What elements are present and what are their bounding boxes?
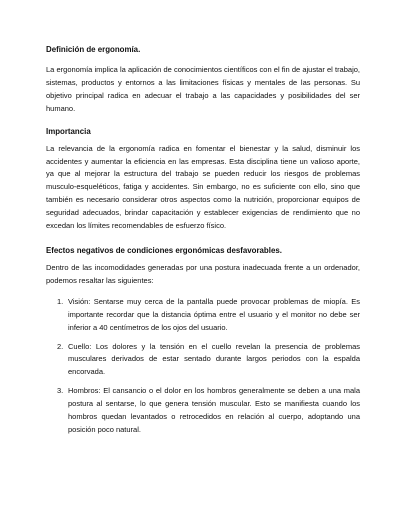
effects-list	[46, 296, 360, 437]
document-page	[46, 44, 360, 443]
section-heading-negative-effects: Efectos negativos de condiciones ergonómicas desfavorables.	[46, 245, 282, 255]
list-item	[46, 296, 360, 335]
list-item-number: 3.	[57, 386, 64, 396]
list-item-number: 1.	[57, 296, 64, 306]
list-item-text: Hombros: El cansancio o el dolor en los hombros generalmente se deben a una mala postura al sentarse, lo que genera tensión muscular. Esto se manifiesta cuando los hombros quedan levantados o retrocedidos en relación al cuerpo, adoptando una posición poco natural.	[68, 386, 360, 434]
paragraph-importance: La relevancia de la ergonomía radica en fomentar el bienestar y la salud, disminuir los accidentes y aumentar la eficiencia en las empresas. Esta disciplina tiene un valioso aporte, ya que al mejorar la estructura del trabajo se pueden reducir los riesgos de problemas musculo-esqueléticos, fatiga y accidentes. Sin embargo, no es suficiente con ello, sino que también es necesario considerar otros aspectos como la nutrición, proporcionar equipos de seguridad adecuados, brindar capacitación y establecer exigencias de rendimiento que no excedan los límites recomendables de esfuerzo físico.	[46, 143, 360, 231]
section-heading-importance: Importancia	[46, 126, 91, 136]
section-heading-definition: Definición de ergonomía.	[46, 45, 141, 54]
list-item-text: Cuello: Los dolores y la tensión en el cuello revelan la presencia de problemas musculares derivados de estar sentado durante largos periodos con la espalda encorvada.	[68, 341, 360, 377]
list-item	[46, 385, 360, 437]
list-item-number: 2.	[57, 341, 64, 351]
list-item	[46, 341, 360, 380]
list-item-text: Visión: Sentarse muy cerca de la pantalla puede provocar problemas de miopía. Es importante recordar que la distancia óptima entre el usuario y el monitor no debe ser inferior a 40 centímetros de los ojos del usuario.	[68, 296, 360, 332]
paragraph-definition: La ergonomía implica la aplicación de conocimientos científicos con el fin de ajustar el trabajo, sistemas, productos y entornos a las limitaciones físicas y mentales de las personas. Su objetivo principal radica en adecuar el trabajo a las capacidades y posibilidades del ser humano.	[46, 65, 360, 113]
paragraph-negative-effects-intro: Dentro de las incomodidades generadas por una postura inadecuada frente a un ordenador, podemos resaltar las siguientes:	[46, 262, 360, 285]
